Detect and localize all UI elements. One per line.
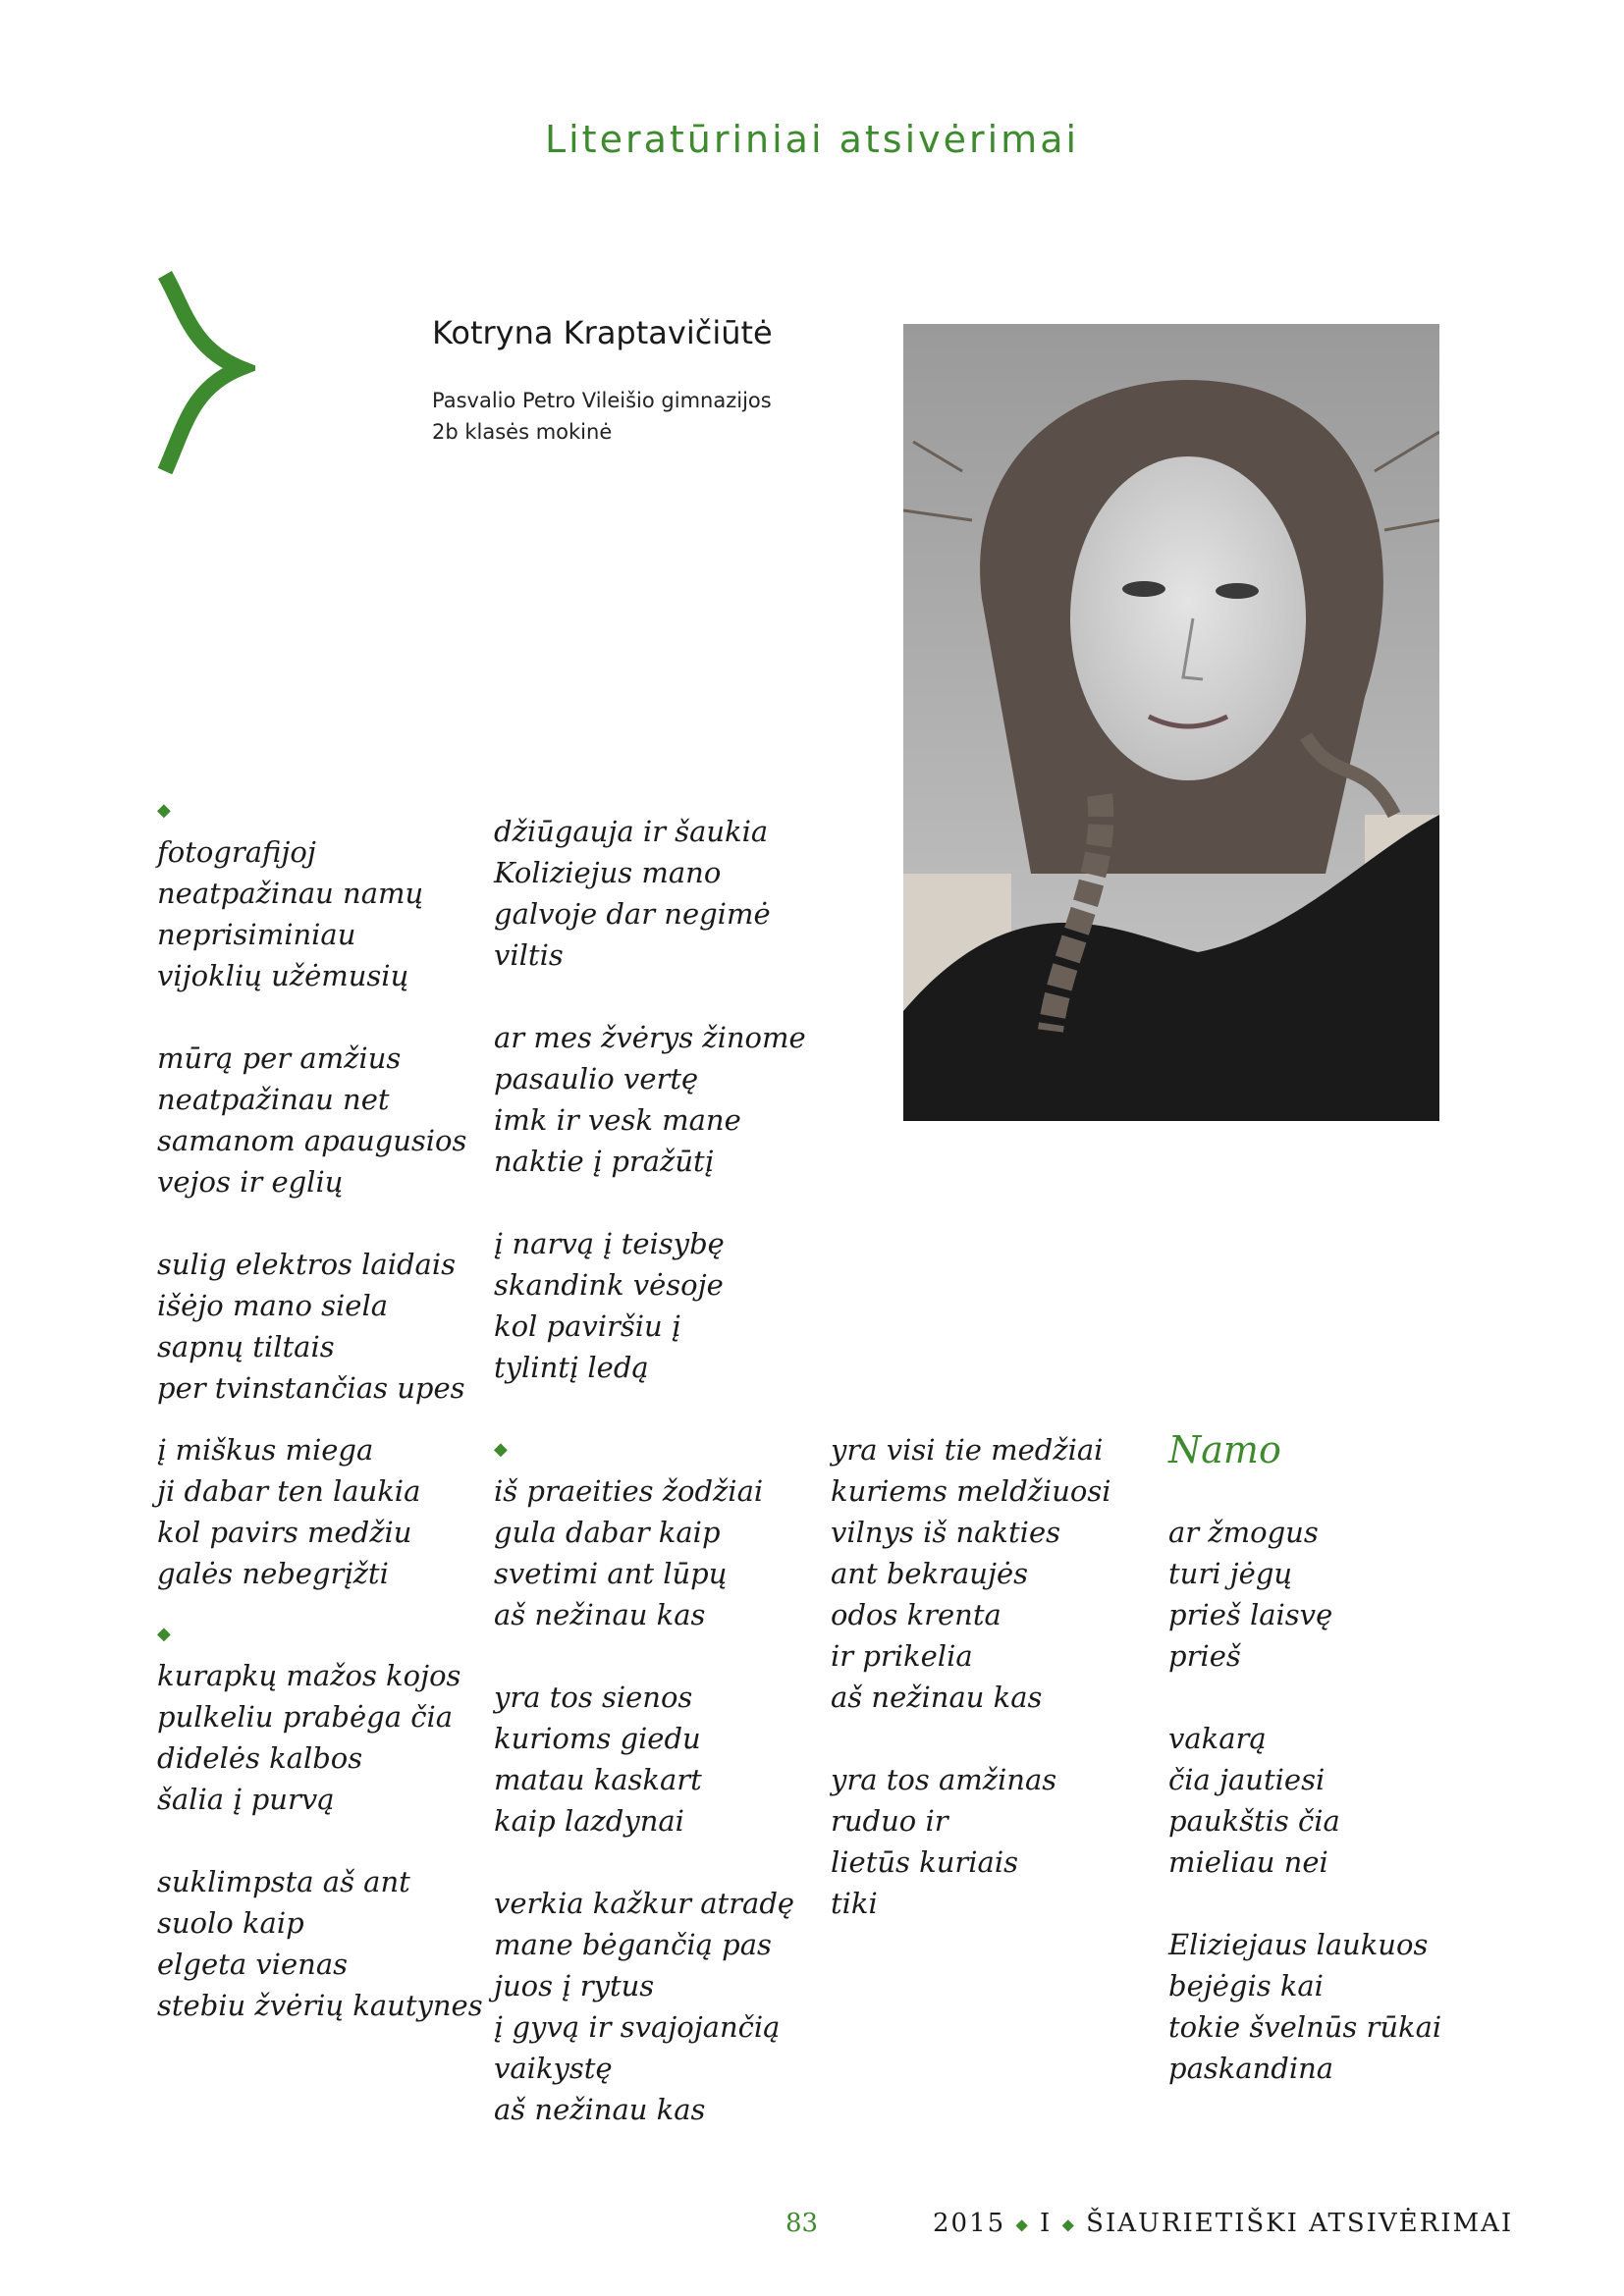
poem-line: išėjo mano siela (157, 1289, 389, 1322)
poem-line: neatpažinau net (157, 1083, 390, 1116)
journal-footer (933, 2209, 1513, 2238)
footer-issue: I (1040, 2209, 1053, 2238)
poem-line: galės nebegrįžti (157, 1557, 389, 1590)
stanza-break (494, 1842, 794, 1883)
diamond-icon: ◆ (1015, 2215, 1030, 2234)
poem-line: į miškus miega (157, 1433, 374, 1467)
poem-line: aš nežinau kas (494, 2093, 706, 2126)
poem-line: kol paviršiu į (494, 1309, 681, 1343)
footer-year: 2015 (933, 2209, 1006, 2238)
author-grade: 2b klasės mokinė (432, 420, 613, 444)
poem-line: svetimi ant lūpų (494, 1557, 728, 1590)
diamond-icon: ◆ (157, 800, 171, 821)
author-info (432, 385, 772, 448)
poem-line: pulkeliu prabėga čia (157, 1700, 454, 1734)
poem-line: yra tos amžinas (831, 1763, 1057, 1796)
section-title: Literatūriniai atsivėrimai (544, 118, 1080, 161)
diamond-icon: ◆ (1061, 2215, 1076, 2234)
poem-line: aš nežinau kas (831, 1681, 1043, 1714)
poem-line: skandink vėsoje (494, 1268, 724, 1302)
poem-line: naktie į pražūtį (494, 1145, 714, 1178)
bracket-ornament-icon (147, 270, 255, 480)
poem-line: į gyvą ir svajojančią (494, 2010, 781, 2044)
stanza-break (157, 996, 466, 1038)
stanza-break (494, 1182, 806, 1223)
poem-title: Namo (1168, 1428, 1281, 1471)
poem-line: vaikystę (494, 2052, 613, 2085)
poem-column-2-bottom (494, 1429, 794, 2130)
poem-line: tylintį ledą (494, 1351, 649, 1384)
poem-line: tokie švelnūs rūkai (1168, 2010, 1442, 2044)
poem-line: mūrą per amžius (157, 1041, 402, 1075)
stanza-break (494, 1635, 794, 1677)
stanza-break (1168, 1677, 1441, 1718)
poem-line: neprisiminiau (157, 918, 356, 951)
poem-line: yra tos sienos (494, 1681, 693, 1714)
poem-line: kuriems meldžiuosi (831, 1474, 1111, 1508)
poem-column-4-bottom (1168, 1429, 1441, 2089)
poem-line: lietūs kuriais (831, 1845, 1018, 1879)
poem-line: vejos ir eglių (157, 1165, 344, 1199)
poem-line: tiki (831, 1887, 878, 1920)
poem-line: aš nežinau kas (494, 1598, 706, 1631)
poem-line: galvoje dar negimė (494, 897, 771, 931)
poem-line: samanom apaugusios (157, 1124, 467, 1157)
poem-line: vijoklių užėmusių (157, 959, 409, 992)
poem-line: prieš (1168, 1639, 1241, 1673)
poem-line: neatpažinau namų (157, 877, 424, 910)
poem-line: yra visi tie medžiai (831, 1433, 1104, 1467)
poem-column-1-top (157, 790, 466, 1409)
poem-line: verkia kažkur atradę (494, 1887, 795, 1920)
poem-line: čia jautiesi (1168, 1763, 1326, 1796)
poem-line: imk ir vesk mane (494, 1103, 741, 1137)
poem-line: iš praeities žodžiai (494, 1474, 764, 1508)
poem-line: pasaulio vertę (494, 1062, 699, 1095)
poem-line: suklimpsta aš ant (157, 1865, 410, 1898)
diamond-icon: ◆ (494, 1439, 508, 1460)
poem-line: viltis (494, 938, 564, 972)
poem-line: kurioms giedu (494, 1722, 701, 1755)
poem-line: į narvą į teisybę (494, 1227, 725, 1260)
poem-line: sulig elektros laidais (157, 1248, 456, 1281)
poem-line: ir prikelia (831, 1639, 973, 1673)
poem-line: šalia į purvą (157, 1783, 335, 1816)
stanza-break (831, 1718, 1111, 1759)
poem-line: turi jėgų (1168, 1557, 1293, 1590)
poem-line: vakarą (1168, 1722, 1267, 1755)
poem-column-2-top (494, 811, 806, 1388)
poem-column-3-bottom (831, 1429, 1111, 1924)
poem-line: ji dabar ten laukia (157, 1474, 421, 1508)
author-name: Kotryna Kraptavičiūtė (432, 314, 773, 351)
poem-line: ruduo ir (831, 1804, 948, 1838)
poem-line: mieliau nei (1168, 1845, 1328, 1879)
poem-column-1-bottom (157, 1429, 483, 2026)
poem-line: ar mes žvėrys žinome (494, 1021, 806, 1054)
poem-line: suolo kaip (157, 1906, 304, 1940)
poem-line: gula dabar kaip (494, 1516, 721, 1549)
footer-journal: ŠIAURIETIŠKI ATSIVĖRIMAI (1086, 2209, 1514, 2238)
poem-line: elgeta vienas (157, 1948, 348, 1981)
stanza-break (1168, 1883, 1441, 1924)
poem-line: stebiu žvėrių kautynes (157, 1989, 483, 2022)
stanza-break (157, 1820, 483, 1861)
poem-line: matau kaskart (494, 1763, 702, 1796)
poem-line: ar žmogus (1168, 1516, 1319, 1549)
poem-line: vilnys iš nakties (831, 1516, 1060, 1549)
poem-line: juos į rytus (494, 1969, 655, 2002)
poem-line: Koliziejus mano (494, 856, 722, 889)
poem-line: sapnų tiltais (157, 1330, 335, 1363)
poem-line: per tvinstančias upes (157, 1371, 465, 1405)
poem-line: mane bėgančią pas (494, 1928, 772, 1961)
poem-line: kol pavirs medžiu (157, 1516, 412, 1549)
poem-line: prieš laisvę (1168, 1598, 1333, 1631)
poem-line: Eliziejaus laukuos (1168, 1928, 1429, 1961)
diamond-icon: ◆ (157, 1624, 171, 1644)
stanza-break (494, 976, 806, 1017)
author-photo (903, 324, 1439, 1121)
poem-line: fotografijoj (157, 835, 316, 869)
poem-line: kaip lazdynai (494, 1804, 684, 1838)
poem-line: paskandina (1168, 2052, 1334, 2085)
author-school: Pasvalio Petro Vileišio gimnazijos (432, 389, 772, 412)
poem-line: didelės kalbos (157, 1741, 363, 1775)
poem-line: odos krenta (831, 1598, 1001, 1631)
poem-line: kurapkų mažos kojos (157, 1659, 461, 1692)
poem-line: bejėgis kai (1168, 1969, 1324, 2002)
page-number: 83 (785, 2209, 819, 2238)
poem-line: ant bekraujės (831, 1557, 1029, 1590)
poem-line: paukštis čia (1168, 1804, 1340, 1838)
poem-line: džiūgauja ir šaukia (494, 815, 769, 848)
stanza-break (157, 1202, 466, 1244)
